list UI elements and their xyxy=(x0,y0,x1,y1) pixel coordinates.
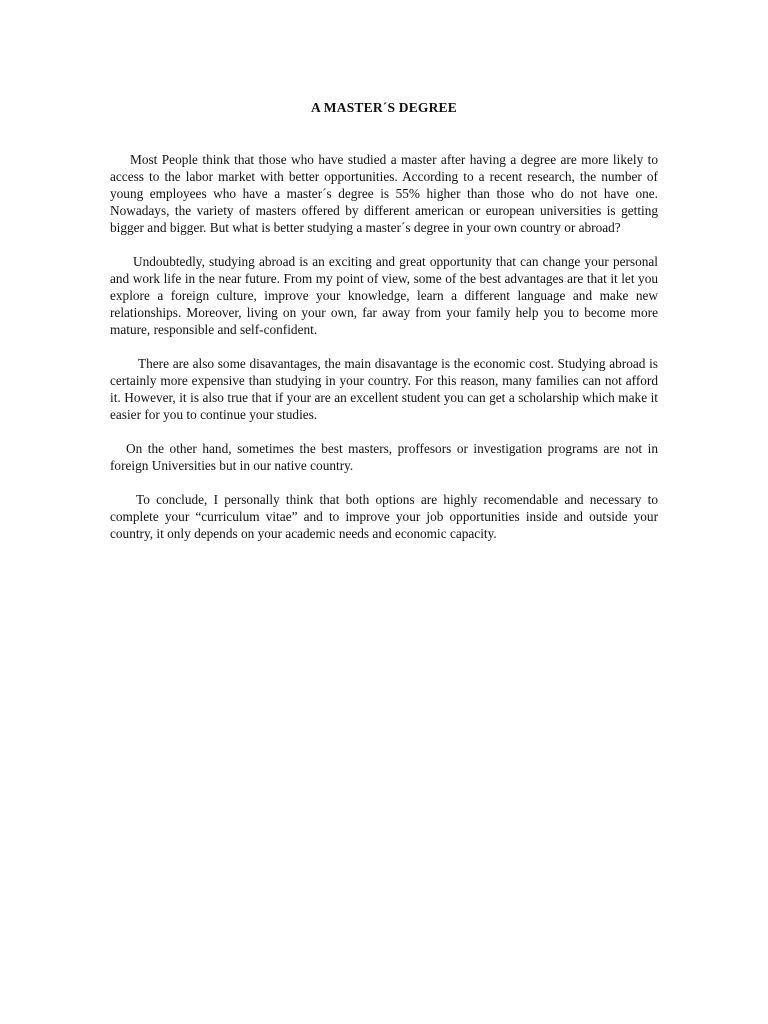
paragraph-disadvantages: There are also some disavantages, the main disavantage is the economic cost. Studying abroad is certainly more expensive than studying in your country. For this reason, many families can not afford it. However, it is also true that if your are an excellent student you can get a scholarship which make it easier for you to continue your studies. xyxy=(110,356,658,422)
paragraph-conclusion: To conclude, I personally think that both options are highly recomendable and necessary to complete your “curriculum vitae” and to improve your job opportunities inside and outside your country, it only depends on your academic needs and economic capacity. xyxy=(110,492,658,541)
paragraph-intro: Most People think that those who have studied a master after having a degree are more likely to access to the labor market with better opportunities. According to a recent research, the number of young employees who have a master´s degree is 55% higher than those who do not have one. Nowadays, the variety of masters offered by different american or european universities is getting bigger and bigger. But what is better studying a master´s degree in your own country or abroad? xyxy=(110,152,658,235)
document-body xyxy=(110,151,658,559)
paragraph-other-hand: On the other hand, sometimes the best masters, proffesors or investigation programs are not in foreign Universities but in our native country. xyxy=(110,441,658,473)
document-title: A MASTER´S DEGREE xyxy=(311,100,457,115)
paragraph-advantages: Undoubtedly, studying abroad is an exciting and great opportunity that can change your personal and work life in the near future. From my point of view, some of the best advantages are that it let you explore a foreign culture, improve your knowledge, learn a different language and make new relationships. Moreover, living on your own, far away from your family help you to become more mature, responsible and self-confident. xyxy=(110,254,658,337)
